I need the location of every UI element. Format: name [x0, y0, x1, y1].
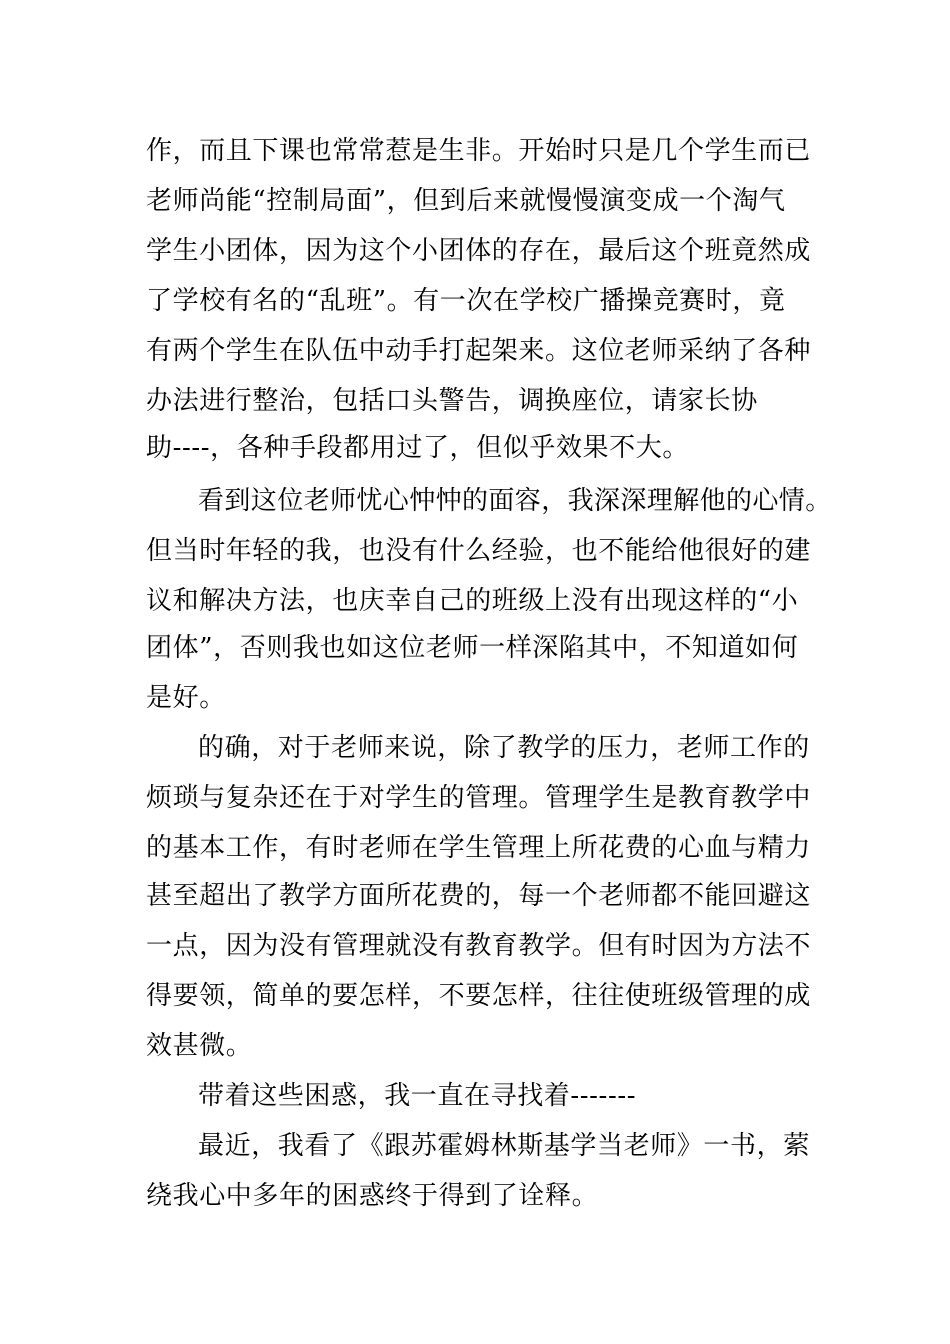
paragraph-2-line-2: 但当时年轻的我，也没有什么经验，也不能给他很好的建: [146, 536, 812, 566]
paragraph-3-line-6: 得要领，简单的要怎样，不要怎样，往往使班级管理的成: [146, 981, 812, 1011]
paragraph-2-line-5: 是好。: [146, 683, 226, 713]
paragraph-2-line-3: 议和解决方法，也庆幸自己的班级上没有出现这样的“小: [146, 586, 799, 616]
paragraph-3-line-7: 效甚微。: [146, 1031, 253, 1061]
paragraph-1-line-3: 学生小团体，因为这个小团体的存在，最后这个班竟然成: [146, 236, 812, 266]
paragraph-1-line-6: 办法进行整治，包括口头警告，调换座位，请家长协: [146, 386, 758, 416]
paragraph-3-line-1: 的确，对于老师来说，除了教学的压力，老师工作的: [198, 733, 810, 763]
paragraph-3-line-3: 的基本工作，有时老师在学生管理上所花费的心血与精力: [146, 833, 812, 863]
paragraph-2-line-1: 看到这位老师忧心忡忡的面容，我深深理解他的心情。: [198, 486, 832, 516]
paragraph-1-line-2: 老师尚能“控制局面”，但到后来就慢慢演变成一个淘气: [146, 186, 786, 216]
paragraph-4-line-1: 带着这些困惑，我一直在寻找着-------: [198, 1081, 637, 1111]
paragraph-3-line-5: 一点，因为没有管理就没有教育教学。但有时因为方法不: [146, 931, 812, 961]
paragraph-5-line-1: 最近，我看了《跟苏霍姆林斯基学当老师》一书，萦: [198, 1131, 810, 1161]
paragraph-3-line-4: 甚至超出了教学方面所花费的，每一个老师都不能回避这: [146, 881, 812, 911]
paragraph-1-line-4: 了学校有名的“乱班”。有一次在学校广播操竞赛时，竟: [146, 286, 786, 316]
paragraph-1-line-5: 有两个学生在队伍中动手打起架来。这位老师采纳了各种: [146, 336, 812, 366]
paragraph-2-line-4: 团体”，否则我也如这位老师一样深陷其中，不知道如何: [146, 633, 799, 663]
paragraph-5-line-2: 绕我心中多年的困惑终于得到了诠释。: [146, 1181, 599, 1211]
paragraph-1-line-7: 助----，各种手段都用过了，但似乎效果不大。: [146, 433, 689, 463]
paragraph-3-line-2: 烦琐与复杂还在于对学生的管理。管理学生是教育教学中: [146, 783, 812, 813]
paragraph-1-line-1: 作，而且下课也常常惹是生非。开始时只是几个学生而已: [146, 136, 812, 166]
